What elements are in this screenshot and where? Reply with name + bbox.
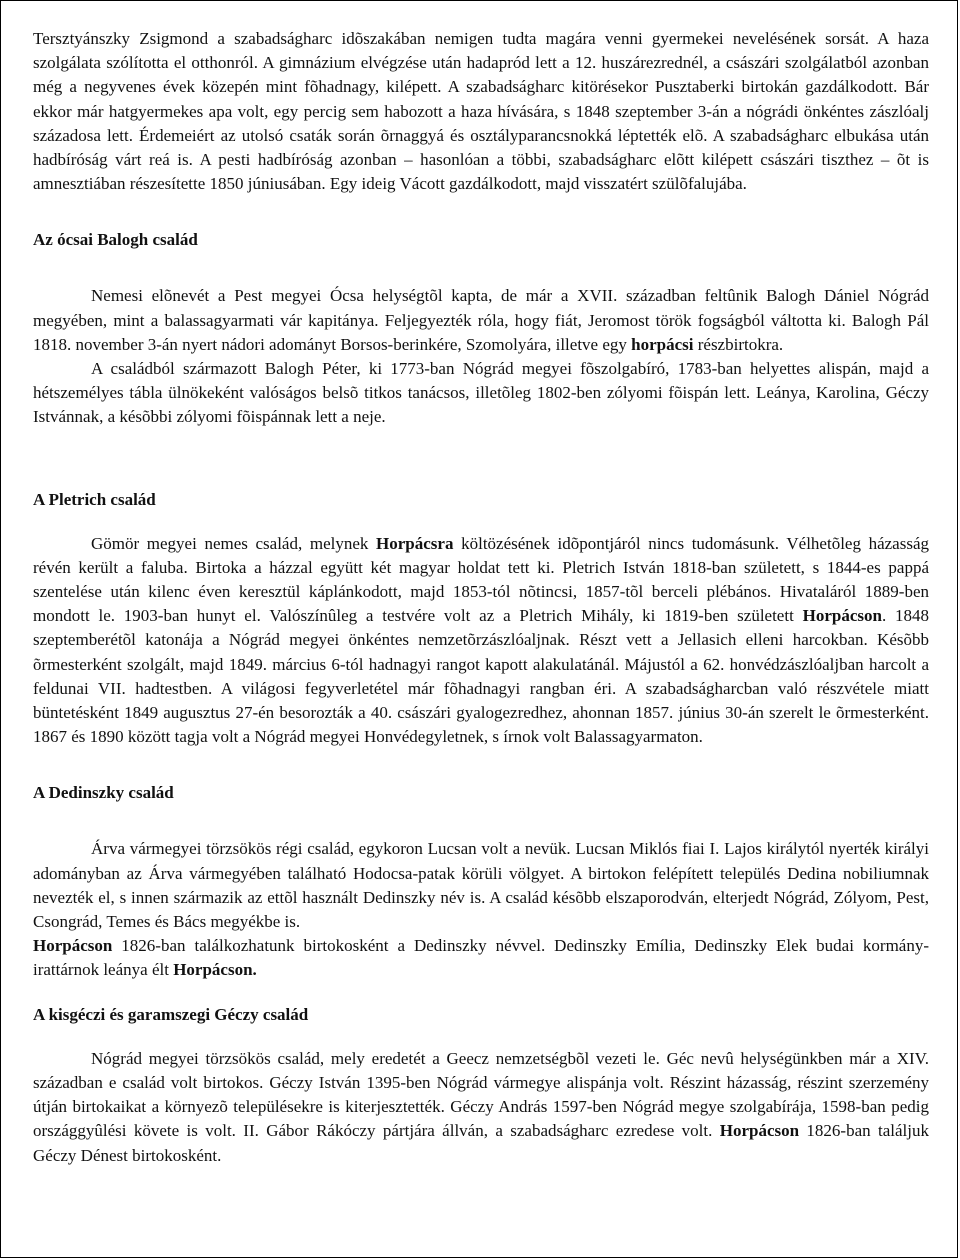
intro-paragraph: Tersztyánszky Zsigmond a szabadságharc idõszakában nemigen tudta magára venni gyermekei nevelésének sorsát. A haza szolgálata szólította el otthonról. A gimnázium elvégzése után hadapród lett a 12. huszárezrednél, a császári szolgálatból azonban még a negyvenes évek közepén mint fõhadnagy, kilépett. A szabadságharc kitörésekor Pusztaberki birtokán gazdálkodott. Bár ekkor már hatgyermekes apa volt, egy percig sem habozott a haza hívására, s 1848 szeptember 3-án a nógrádi önkéntes zászlóalj századosa lett. Érdemeiért az utolsó csaták során õrnaggyá és osztályparancsnokká léptették elõ. A szabadságharc elbukása után hadbíróság várt reá is. A pesti hadbíróság azonban – hasonlóan a többi, szabadságharc elõtt kilépett császári tiszthez – õt is amnesztiában részesítette 1850 júniusában. Egy ideig Vácott gazdálkodott, majd visszatért szülõfalujába. xyxy=(33,29,929,194)
section-heading-geczy: A kisgéczi és garamszegi Géczy család xyxy=(33,1004,309,1024)
section-heading-dedinszky: A Dedinszky család xyxy=(33,783,174,803)
horpacsi-bold: horpácsi xyxy=(631,334,694,354)
dedinszky-paragraph-1: Árva vármegyei törzsökös régi család, egykoron Lucsan volt a nevük. Lucsan Miklós fiai I. Lajos királytól nyerték királyi adományban az Árva vármegyében található Hodocsa-patak körüli völgyet. A birtokon felépített település Dedina nobiliumnak nevezték el, s innen származik az ettõl használt Dedinszky név is. A család késõbb elszaporodván, elterjedt Nógrád, Zólyom, Pest, Csongrád, Temes és Bács megyékbe is. xyxy=(33,839,929,932)
section-heading-pletrich: A Pletrich család xyxy=(33,489,156,509)
document-body xyxy=(33,27,929,1168)
balogh-paragraph-1: Nemesi elõnevét a Pest megyei Ócsa helységtõl kapta, de már a XVII. században feltûnik Balogh Dániel Nógrád megyében, mint a balassagyarmati vár kapitánya. Feljegyezték róla, hogy fiát, Jeromost török fogságból váltotta ki. Balogh Pál 1818. november 3-án nyert nádori adományt Borsos-berinkére, Szomolyára, illetve egy horpácsi részbirtokra. xyxy=(33,286,929,354)
balogh-paragraph-2: A családból származott Balogh Péter, ki 1773-ban Nógrád megyei fõszolgabíró, 1783-ban helyettes alispán, majd a hétszemélyes tábla ülnökeként valóságos belsõ titkos tanácsos, illetõleg 1802-ben zólyomi fõispán lett. Leánya, Karolina, Géczy Istvánnak, a késõbbi zólyomi fõispánnak lett a neje. xyxy=(33,359,929,427)
pletrich-paragraph: Gömör megyei nemes család, melynek Horpácsra költözésének idõpontjáról nincs tudomásunk. Vélhetõleg házasság révén került a faluba. Birtoka a házzal együtt két magyar holdat tett ki. Pletrich István 1818-ban született, s 1844-es pappá szentelése után kilenc éven keresztül káplánkodott, majd 1853-tól nõtincsi, 1857-tõl berceli plébános. Hivataláról 1889-ben mondott le. 1903-ban hunyt el. Valószínûleg a testvére volt az a Pletrich Mihály, ki 1819-ben született Horpácson. 1848 szeptemberétõl katonája a Nógrád megyei önkéntes nemzetõrzászlóaljnak. Részt vett a Jellasich elleni harcokban. Késõbb õrmesterként szolgált, majd 1849. március 6-tól hadnagyi rangot kapott alakulatánál. Májustól a 62. honvédzászlóaljban harcolt a feldunai VII. hadtestben. A világosi fegyverletétel már fõhadnagyi rangban éri. A szabadságharcban való részvétele miatt büntetésként 1849 augusztus 27-én besorozták a 40. császári gyalogezredhez, ahonnan 1857. június 30-án szerelt le õrmesterként. 1867 és 1890 között tagja volt a Nógrád megyei Honvédegyletnek, s írnok volt Balassagyarmaton. xyxy=(33,533,930,747)
dedinszky-paragraph-2: Horpácson 1826-ban találkozhatunk birtokosként a Dedinszky névvel. Dedinszky Emília, Dedinszky Elek budai kormány-irattárnok leánya élt Horpácson. xyxy=(33,936,929,980)
section-heading-balogh: Az ócsai Balogh család xyxy=(33,230,198,250)
geczy-paragraph: Nógrád megyei törzsökös család, mely eredetét a Geecz nemzetségbõl vezeti le. Géc nevû helységünkben már a XIV. században e család volt birtokos. Géczy István 1395-ben Nógrád vármegye alispánja volt. Részint házasság, részint szerzemény útján birtokaikat a környezõ településekre is kiterjesztették. Géczy András 1597-ben Nógrád megye szolgabírája, 1598-ban pedig országgyûlési követe is volt. II. Gábor Rákóczy pártjára állván, a szabadságharc ezredese volt. Horpácson 1826-ban találjuk Géczy Dénest birtokosként. xyxy=(33,1048,929,1165)
